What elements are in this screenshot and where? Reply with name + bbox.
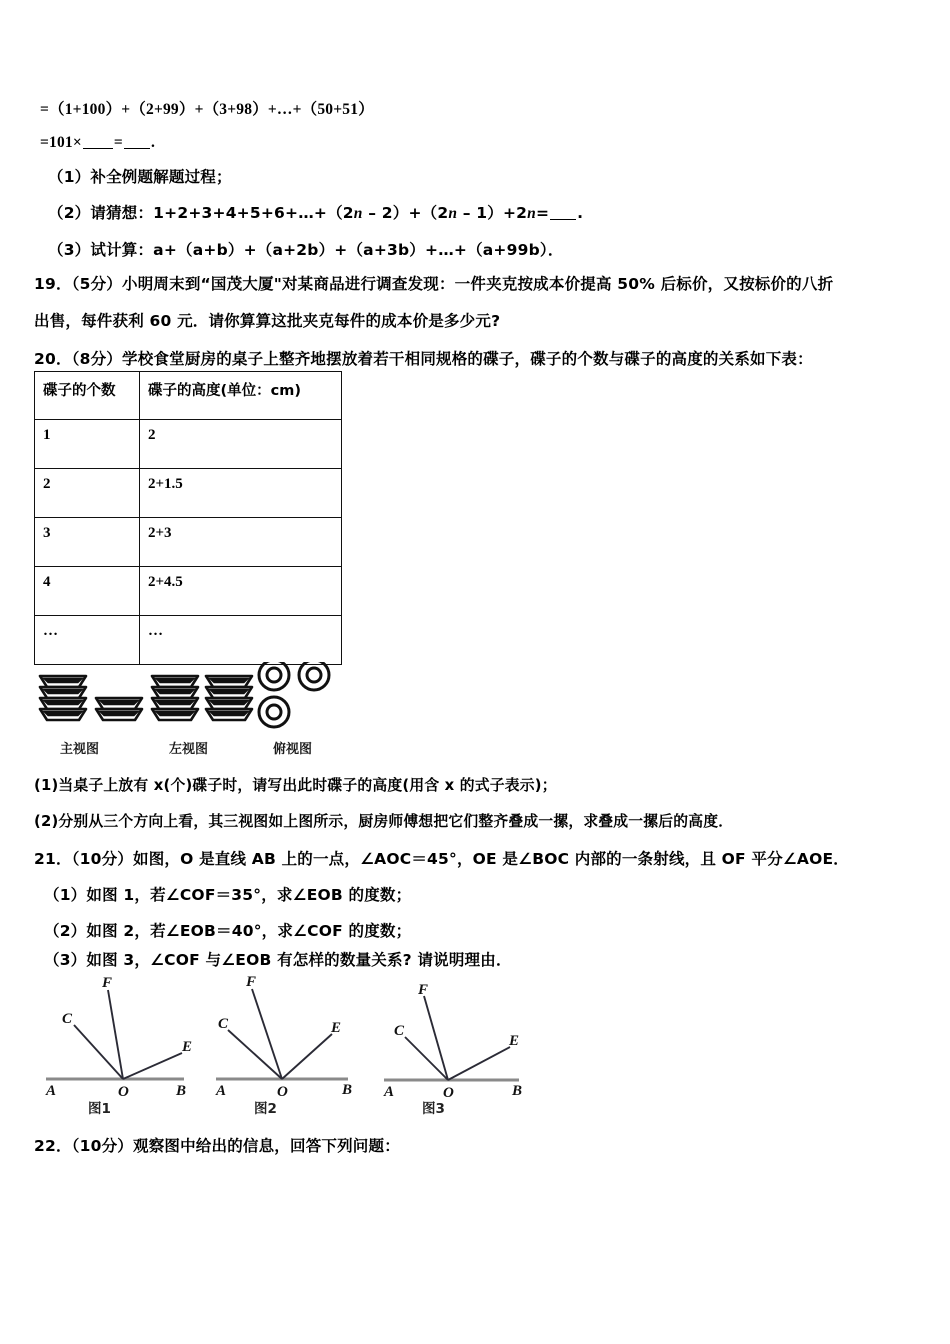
- figure-1-caption: 图1: [88, 1101, 111, 1117]
- question-19-line-2: 出售，每件获利 60 元．请你算算这批夹克每件的成本价是多少元?: [34, 312, 501, 330]
- question-20-score: （8分）: [71, 350, 123, 368]
- table-header-row: [35, 372, 342, 420]
- ray-OE: [282, 1034, 332, 1079]
- front-view-label: 主视图: [60, 742, 100, 757]
- example-sub-3: [48, 241, 564, 260]
- table-cell-height: …: [140, 616, 342, 665]
- point-label-F: F: [246, 974, 257, 990]
- point-label-B: B: [512, 1083, 523, 1099]
- answer-blank-2[interactable]: [124, 148, 150, 149]
- table-cell-count: …: [35, 616, 140, 665]
- example-line-1: =（1+100）+（2+99）+（3+98）+…+（50+51）: [40, 101, 374, 118]
- variable-n-1: n: [353, 205, 363, 222]
- point-label-E: E: [331, 1020, 342, 1036]
- front-view-stack-b: [96, 698, 142, 720]
- table-cell-count: 1: [35, 420, 140, 469]
- point-label-A: A: [46, 1083, 57, 1099]
- angle-figure-3-svg: [376, 972, 551, 1102]
- question-19-header: [34, 275, 833, 294]
- dish-height-table: [34, 371, 342, 665]
- left-view-label: 左视图: [169, 742, 209, 757]
- example-line-2-suffix: .: [150, 134, 156, 151]
- point-label-E: E: [509, 1033, 520, 1049]
- table-row: [35, 616, 342, 665]
- example-sub-1: （1）补全例题解题过程；: [48, 168, 232, 186]
- point-label-O: O: [443, 1085, 454, 1101]
- question-22-header: [34, 1137, 400, 1156]
- three-view-svg: [34, 662, 344, 740]
- question-19-line-1: 小明周末到“国茂大厦"对某商品进行调查发现：一件夹克按成本价提高 50% 后标价，又按标价的八折: [122, 275, 834, 293]
- ray-OE: [448, 1047, 510, 1080]
- question-20-text: 学校食堂厨房的桌子上整齐地摆放着若干相同规格的碟子，碟子的个数与碟子的高度的关系如下表：: [122, 350, 813, 368]
- point-label-C: C: [218, 1016, 229, 1032]
- example-sub-2-mid-1: – 2）+（2: [362, 204, 449, 222]
- left-view-stack-b: [206, 676, 252, 720]
- table-header-count: 碟子的个数: [35, 372, 140, 420]
- example-sub-2-suffix: .: [577, 204, 584, 222]
- variable-n-2: n: [448, 205, 458, 222]
- table-cell-count: 3: [35, 518, 140, 567]
- angle-figure-2: [206, 972, 381, 1117]
- table-row: [35, 567, 342, 616]
- left-view-stack-a: [152, 676, 198, 720]
- point-label-B: B: [176, 1083, 187, 1099]
- point-label-F: F: [102, 975, 113, 991]
- angle-figure-3: [376, 972, 551, 1117]
- example-sub-2: [48, 204, 583, 223]
- point-label-O: O: [118, 1084, 129, 1100]
- question-20-number: 20．: [34, 350, 72, 368]
- question-21-header: [34, 850, 849, 869]
- table-cell-height: 2: [140, 420, 342, 469]
- angle-figure-1-svg: [34, 972, 209, 1102]
- table-row: [35, 518, 342, 567]
- question-20-sub-1: (1)当桌子上放有 x(个)碟子时，请写出此时碟子的高度(用含 x 的式子表示)；: [34, 777, 557, 794]
- question-21-sub-2: （2）如图 2，若∠EOB＝40°，求∠COF 的度数；: [44, 922, 412, 940]
- question-20-header: [34, 350, 813, 369]
- angle-figure-2-svg: [206, 972, 381, 1102]
- point-label-O: O: [277, 1084, 288, 1100]
- point-label-C: C: [394, 1023, 405, 1039]
- question-21-number: 21．: [34, 850, 72, 868]
- point-label-A: A: [216, 1083, 227, 1099]
- table-cell-count: 4: [35, 567, 140, 616]
- table-cell-count: 2: [35, 469, 140, 518]
- question-22-score: （10分）: [71, 1137, 133, 1155]
- table-row: [35, 420, 342, 469]
- three-view-illustration: [34, 662, 344, 757]
- answer-blank-1[interactable]: [83, 148, 113, 149]
- question-22-text: 观察图中给出的信息，回答下列问题：: [133, 1137, 400, 1155]
- point-label-F: F: [418, 982, 429, 998]
- top-view-circles: [259, 662, 329, 727]
- example-sub-2-mid-2: – 1）+2: [457, 204, 528, 222]
- table-cell-height: 2+3: [140, 518, 342, 567]
- point-label-C: C: [62, 1011, 73, 1027]
- figure-2-caption: 图2: [254, 1101, 277, 1117]
- angle-figures-group: [34, 972, 554, 1117]
- table-cell-height: 2+4.5: [140, 567, 342, 616]
- example-line-2-mid: =: [113, 134, 123, 151]
- example-sub-3-text: （3）试计算：a+（a+b）+（a+2b）+（a+3b）+…+（a+99b）．: [48, 241, 564, 259]
- question-21-text: 如图，O 是直线 AB 上的一点，∠AOC＝45°，OE 是∠BOC 内部的一条射线，且 OF 平分∠AOE．: [133, 850, 849, 868]
- figure-3-caption: 图3: [422, 1101, 445, 1117]
- point-label-E: E: [182, 1039, 193, 1055]
- question-19-score: （5分）: [71, 275, 123, 293]
- top-view-label: 俯视图: [273, 742, 313, 757]
- table-cell-height: 2+1.5: [140, 469, 342, 518]
- question-21-sub-1: （1）如图 1，若∠COF＝35°，求∠EOB 的度数；: [44, 886, 412, 904]
- example-line-2: [40, 133, 155, 152]
- answer-blank-3[interactable]: [550, 219, 576, 220]
- point-label-B: B: [342, 1082, 353, 1098]
- question-19-number: 19．: [34, 275, 72, 293]
- example-sub-2-prefix: （2）请猜想：1+2+3+4+5+6+…+（2: [48, 204, 354, 222]
- table-header-height: 碟子的高度(单位：cm): [140, 372, 342, 420]
- example-line-2-prefix: =101×: [40, 134, 82, 151]
- ray-OE: [123, 1053, 182, 1079]
- variable-n-3: n: [527, 205, 536, 222]
- question-21-sub-3: （3）如图 3，∠COF 与∠EOB 有怎样的数量关系? 请说明理由．: [44, 951, 512, 969]
- question-20-sub-2: (2)分别从三个方向上看，其三视图如上图所示，厨房师傅想把它们整齐叠成一摞，求叠成一摞后的高度．: [34, 813, 734, 830]
- front-view-stack-a: [40, 676, 86, 720]
- angle-figure-1: [34, 972, 209, 1117]
- table-row: [35, 469, 342, 518]
- point-label-A: A: [384, 1084, 395, 1100]
- question-21-score: （10分）: [71, 850, 133, 868]
- question-22-number: 22．: [34, 1137, 72, 1155]
- example-sub-2-eq: =: [535, 204, 550, 222]
